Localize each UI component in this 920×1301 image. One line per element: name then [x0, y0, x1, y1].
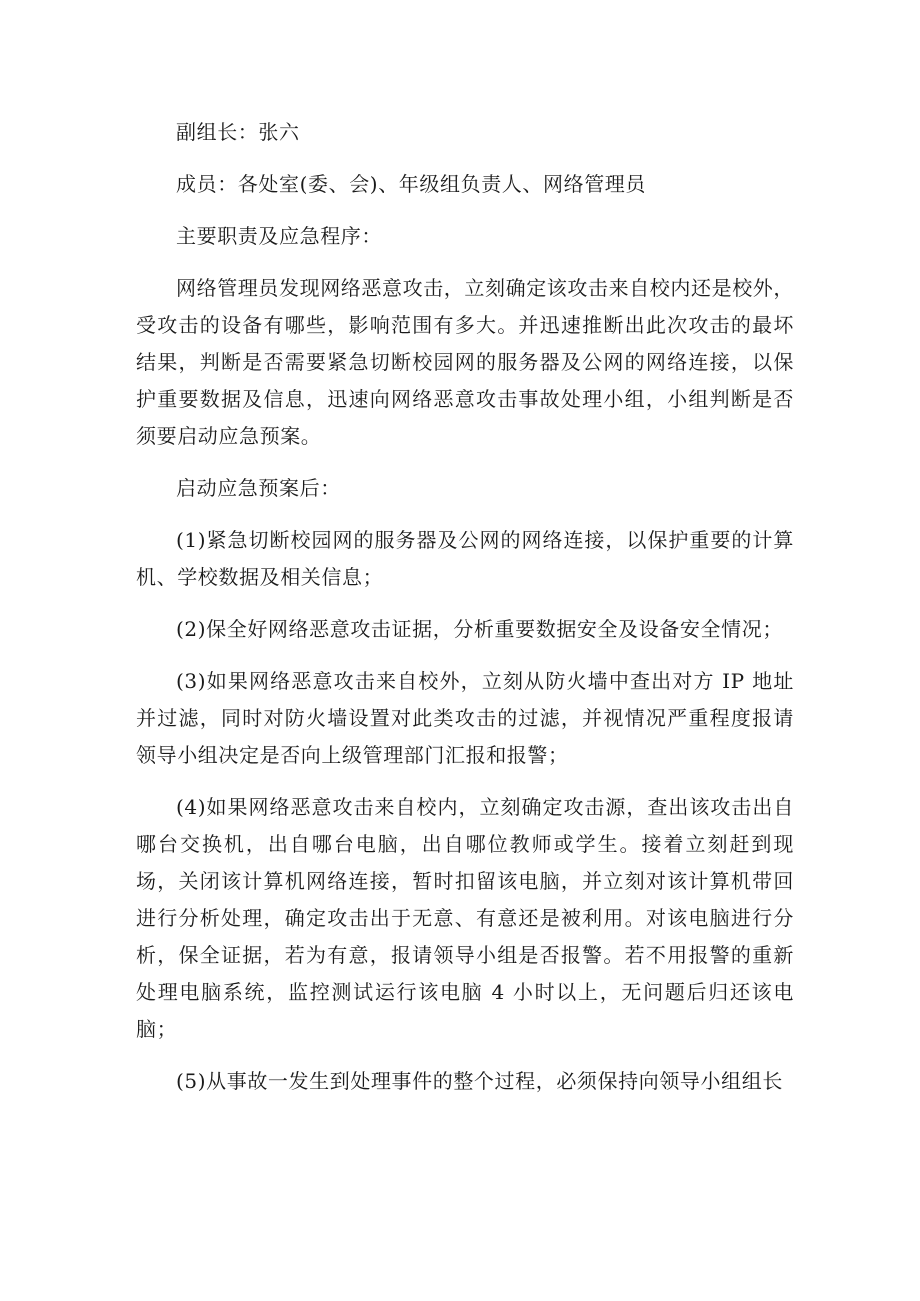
paragraph-step-1: (1)紧急切断校园网的服务器及公网的网络连接，以保护重要的计算机、学校数据及相关信息； — [136, 528, 794, 589]
paragraph-step-2: (2)保全好网络恶意攻击证据，分析重要数据安全及设备安全情况； — [176, 617, 783, 641]
paragraph-step-4: (4)如果网络恶意攻击来自校内，立刻确定攻击源，查出该攻击出自哪台交换机，出自哪台电脑，出自哪位教师或学生。接着立刻赶到现场，关闭该计算机网络连接，暂时扣留该电脑，并立刻对该计算机带回进行分析处理，确定攻击出于无意、有意还是被利用。对该电脑进行分析，保全证据，若为有意，报请领导小组是否报警。若不用报警的重新处理电脑系统，监控测试运行该电脑 4 小时以上，无问题后归还该电脑； — [136, 795, 794, 1041]
document-body — [136, 114, 794, 1115]
paragraph-step-5: (5)从事故一发生到处理事件的整个过程，必须保持向领导小组组长 — [176, 1069, 783, 1093]
paragraph-after-activation: 启动应急预案后： — [176, 476, 341, 500]
paragraph-step-3: (3)如果网络恶意攻击来自校外，立刻从防火墙中查出对方 IP 地址并过滤，同时对防火墙设置对此类攻击的过滤，并视情况严重程度报请领导小组决定是否向上级管理部门汇报和报警； — [136, 669, 794, 767]
paragraph-deputy-leader: 副组长：张六 — [176, 120, 300, 144]
paragraph-members: 成员：各处室(委、会)、年级组负责人、网络管理员 — [176, 172, 647, 196]
paragraph-duties-heading: 主要职责及应急程序： — [176, 224, 382, 248]
paragraph-admin-detection: 网络管理员发现网络恶意攻击，立刻确定该攻击来自校内还是校外，受攻击的设备有哪些，影响范围有多大。并迅速推断出此次攻击的最坏结果，判断是否需要紧急切断校园网的服务器及公网的网络连接，以保护重要数据及信息，迅速向网络恶意攻击事故处理小组，小组判断是否须要启动应急预案。 — [136, 276, 794, 448]
